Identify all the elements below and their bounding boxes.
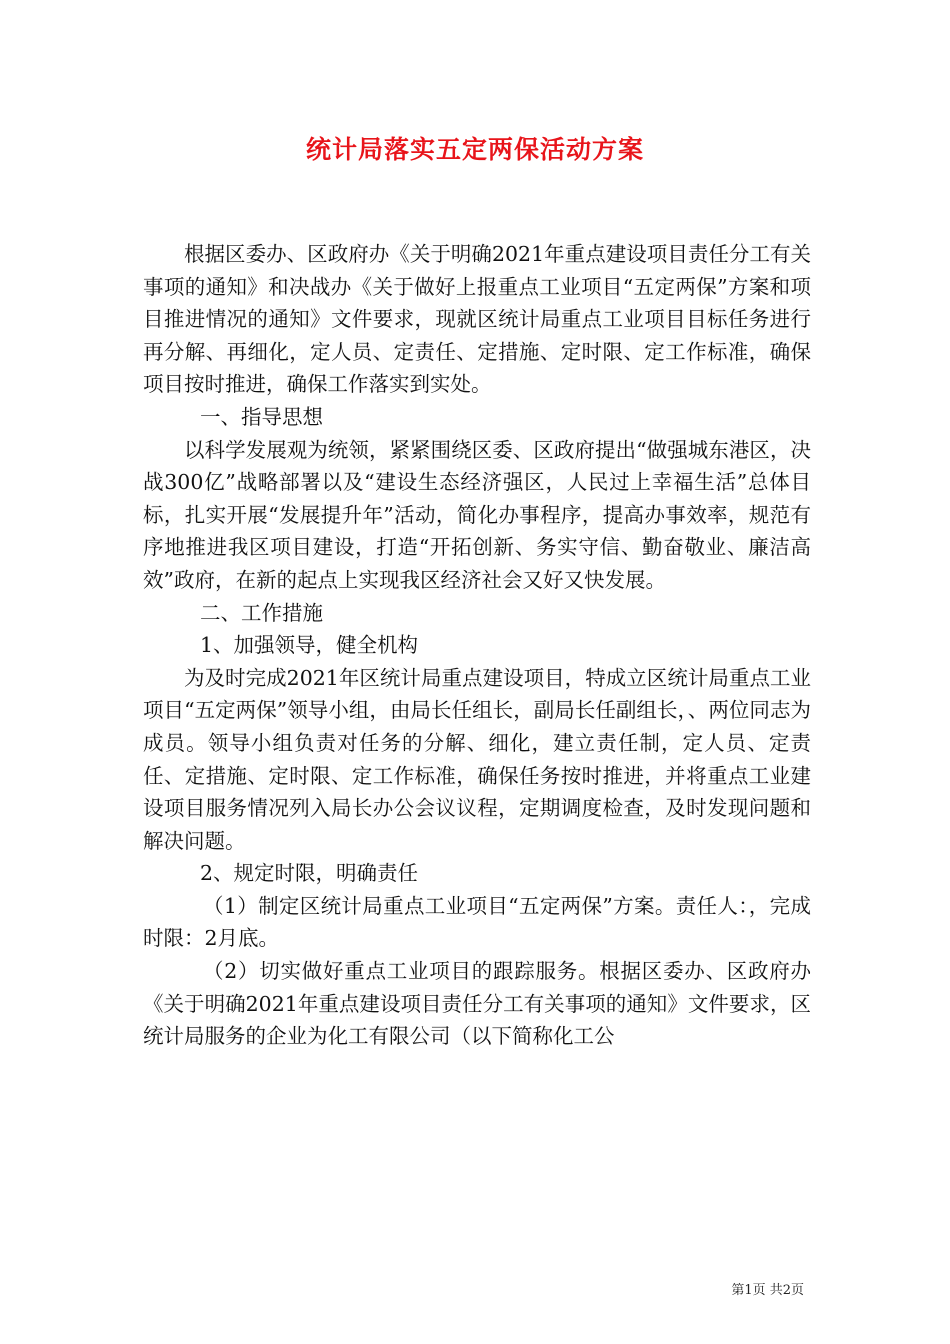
subheading-leadership: 1、加强领导，健全机构: [200, 633, 419, 658]
intro-paragraph: 根据区委办、区政府办《关于明确2021年重点建设项目责任分工有关事项的通知》和决战办《关于做好上报重点工业项目“五定两保”方案和项目推进情况的通知》文件要求，现就区统计局重点工业项目目标任务进行再分解、再细化，定人员、定责任、定措施、定时限、定工作标准，确保项目按时推进，确保工作落实到实处。: [143, 242, 811, 397]
document-body: [143, 238, 811, 1053]
guiding-ideology-paragraph: 以科学发展观为统领，紧紧围绕区委、区政府提出“做强城东港区，决战300亿”战略部署以及“建设生态经济强区，人民过上幸福生活”总体目标，扎实开展“发展提升年”活动，简化办事程序，提高办事效率，规范有序地推进我区项目建设，打造“开拓创新、务实守信、勤奋敬业、廉洁高效”政府，在新的起点上实现我区经济社会又好又快发展。: [143, 437, 811, 592]
leadership-paragraph: 为及时完成2021年区统计局重点建设项目，特成立区统计局重点工业项目“五定两保”领导小组，由局长任组长，副局长任副组长，、两位同志为成员。领导小组负责对任务的分解、细化，建立责任制，定人员、定责任、定措施、定时限、定工作标准，确保任务按时推进，并将重点工业建设项目服务情况列入局长办公会议议程，定期调度检查，及时发现问题和解决问题。: [143, 665, 811, 853]
section-heading-work-measures: 二、工作措施: [200, 600, 323, 625]
section-heading-guiding-ideology: 一、指导思想: [200, 404, 323, 429]
item-1-paragraph: （1）制定区统计局重点工业项目“五定两保”方案。责任人：，完成时限：2月底。: [143, 893, 811, 951]
page-number-footer: 第1页 共2页: [731, 1283, 804, 1298]
item-2-paragraph: （2）切实做好重点工业项目的跟踪服务。根据区委办、区政府办《关于明确2021年重点建设项目责任分工有关事项的通知》文件要求，区统计局服务的企业为化工有限公司（以下简称化工公: [143, 959, 811, 1049]
document-title: 统计局落实五定两保活动方案: [305, 135, 644, 164]
subheading-time-limits: 2、规定时限，明确责任: [200, 861, 419, 886]
